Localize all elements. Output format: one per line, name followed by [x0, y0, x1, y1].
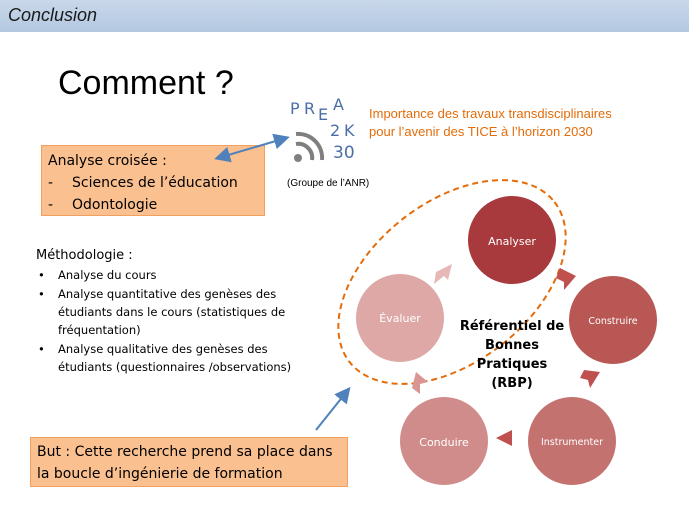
page-title: Comment ? — [58, 64, 234, 102]
link-arrow — [218, 138, 286, 158]
analyse-item: - Odontologie — [48, 197, 158, 213]
cycle-arrow — [434, 264, 452, 284]
pointer-arrow — [316, 390, 348, 430]
step-label: Construire — [588, 316, 638, 327]
cycle-arrow — [556, 268, 576, 290]
cycle-arrow — [412, 372, 428, 394]
logo-letter: K — [344, 121, 355, 140]
logo-letter: P — [290, 99, 300, 118]
analyse-item: - Sciences de l’éducation — [48, 175, 238, 191]
list-item: • Analyse qualitative des genèses des étudiants (questionnaires /observations) — [38, 342, 292, 374]
list-item: • Analyse du cours — [38, 268, 157, 282]
list-item: • Analyse quantitative des genèses des étudiants dans le cours (statistiques de fréquentation) — [38, 287, 286, 337]
logo-letter: A — [333, 96, 344, 114]
step-label: Instrumenter — [540, 437, 604, 448]
cycle-arrow — [496, 430, 512, 446]
logo-letter: 30 — [333, 143, 355, 163]
logo-caption: (Groupe de l’ANR) — [287, 178, 370, 189]
analyse-box-title: Analyse croisée : — [48, 153, 167, 169]
cycle-arrow — [580, 370, 600, 388]
prea-description: Importance des travaux transdisciplinaires pour l’avenir des TICE à l’horizon 2030 — [369, 106, 612, 139]
logo-letter: E — [318, 105, 329, 124]
logo-letter: 2 — [330, 121, 341, 140]
cycle-center-label: Référentiel de Bonnes Pratiques (RBP) — [459, 319, 565, 391]
but-box: But : Cette recherche prend sa place dans la boucle d’ingénierie de formation — [30, 437, 348, 487]
methodologie-title: Méthodologie : — [36, 248, 133, 263]
step-label: Conduire — [419, 436, 469, 449]
logo-letter: R — [304, 99, 316, 118]
step-label: Analyser — [488, 235, 536, 248]
header-title: Conclusion — [8, 5, 98, 25]
step-label: Évaluer — [379, 312, 421, 325]
